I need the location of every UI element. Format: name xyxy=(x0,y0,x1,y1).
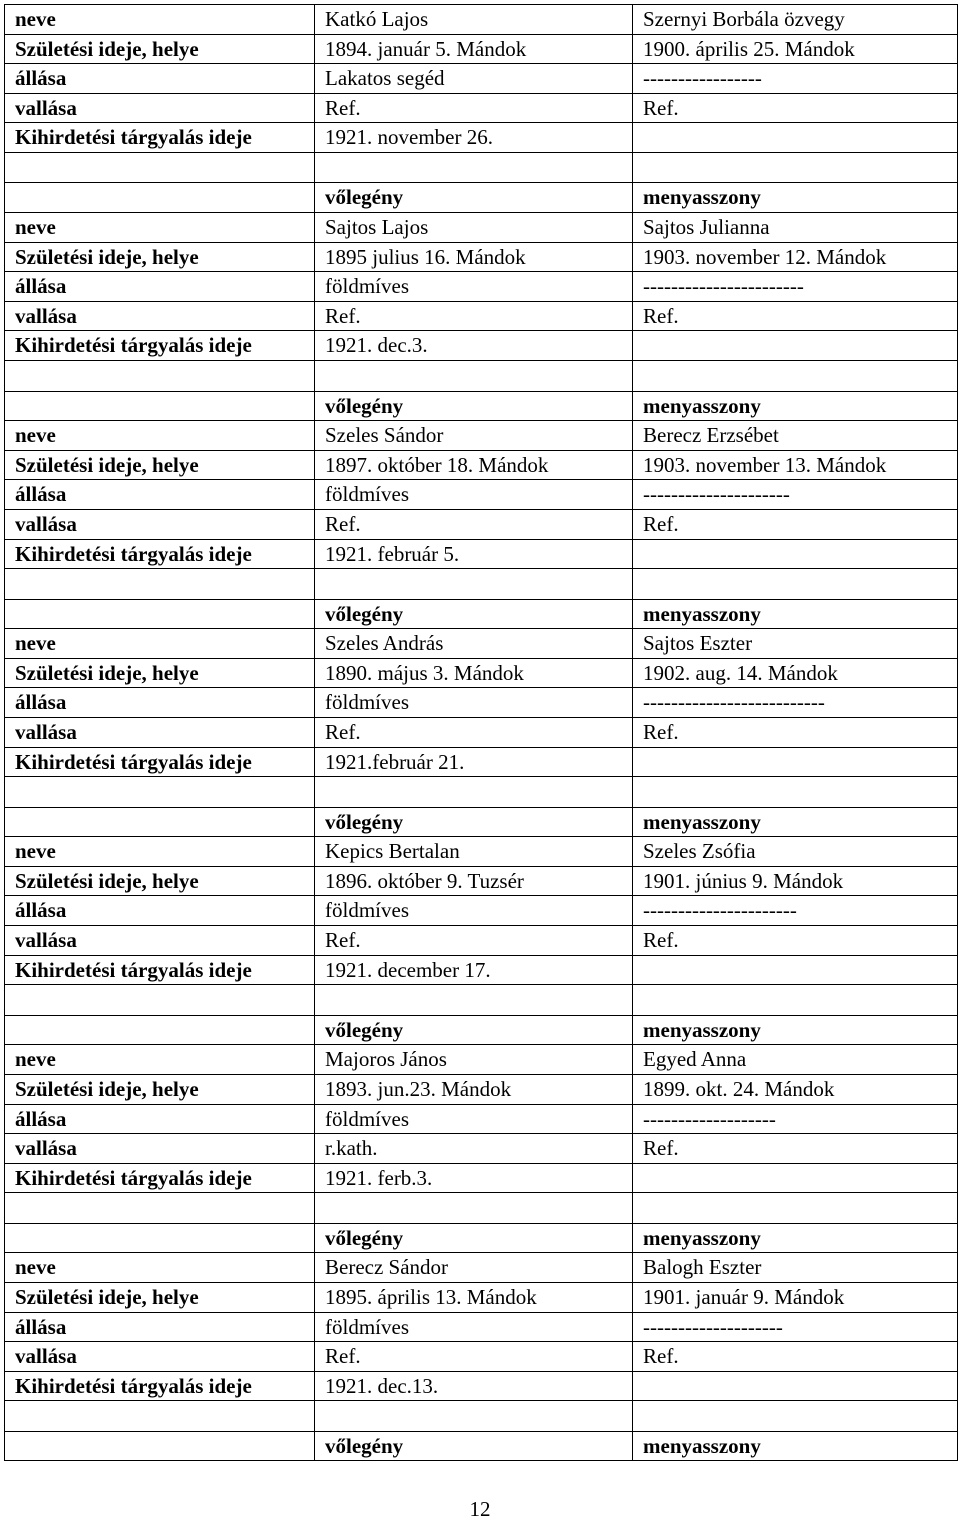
occupation-label: állása xyxy=(5,64,315,94)
bride-birth: 1903. november 12. Mándok xyxy=(633,242,958,272)
announcement-empty-cell xyxy=(633,539,958,569)
bride-name: Berecz Erzsébet xyxy=(633,421,958,451)
groom-religion: Ref. xyxy=(315,1342,633,1372)
bride-occupation: -------------------------- xyxy=(633,688,958,718)
groom-header: vőlegény xyxy=(315,807,633,837)
groom-occupation: földmíves xyxy=(315,272,633,302)
record-separator-row xyxy=(5,1401,958,1432)
occupation-row xyxy=(5,1104,958,1134)
announcement-empty-cell xyxy=(633,1163,958,1193)
religion-row xyxy=(5,717,958,747)
groom-religion: Ref. xyxy=(315,301,633,331)
separator-label-cell xyxy=(5,1401,315,1432)
groom-name: Kepics Bertalan xyxy=(315,837,633,867)
religion-label: vallása xyxy=(5,1342,315,1372)
occupation-label: állása xyxy=(5,1312,315,1342)
name-row xyxy=(5,629,958,659)
bride-occupation: -------------------- xyxy=(633,1312,958,1342)
name-row xyxy=(5,1253,958,1283)
separator-label-cell xyxy=(5,152,315,183)
occupation-row xyxy=(5,1312,958,1342)
record-separator-row xyxy=(5,777,958,808)
header-blank-cell xyxy=(5,1431,315,1461)
occupation-row xyxy=(5,272,958,302)
announcement-date: 1921. dec.3. xyxy=(315,331,633,361)
bride-birth: 1900. április 25. Mándok xyxy=(633,34,958,64)
header-blank-cell xyxy=(5,1015,315,1045)
groom-birth: 1890. május 3. Mándok xyxy=(315,658,633,688)
announcement-empty-cell xyxy=(633,331,958,361)
occupation-row xyxy=(5,688,958,718)
bride-occupation: ---------------------- xyxy=(633,896,958,926)
occupation-label: állása xyxy=(5,896,315,926)
birth-label: Születési ideje, helye xyxy=(5,658,315,688)
groom-header: vőlegény xyxy=(315,183,633,213)
groom-birth: 1897. október 18. Mándok xyxy=(315,450,633,480)
bride-occupation: ------------------- xyxy=(633,1104,958,1134)
religion-label: vallása xyxy=(5,301,315,331)
header-blank-cell xyxy=(5,807,315,837)
announcement-date: 1921. február 5. xyxy=(315,539,633,569)
announcement-row xyxy=(5,123,958,153)
column-header-row xyxy=(5,1223,958,1253)
announcement-label: Kihirdetési tárgyalás ideje xyxy=(5,331,315,361)
groom-birth: 1896. október 9. Tuzsér xyxy=(315,866,633,896)
announcement-empty-cell xyxy=(633,123,958,153)
announcement-row xyxy=(5,955,958,985)
column-header-row xyxy=(5,183,958,213)
birth-label: Születési ideje, helye xyxy=(5,450,315,480)
marriage-register-table xyxy=(4,4,958,1461)
bride-name: Sajtos Julianna xyxy=(633,213,958,243)
bride-religion: Ref. xyxy=(633,1342,958,1372)
bride-birth: 1902. aug. 14. Mándok xyxy=(633,658,958,688)
announcement-empty-cell xyxy=(633,955,958,985)
bride-birth: 1901. június 9. Mándok xyxy=(633,866,958,896)
groom-birth: 1894. január 5. Mándok xyxy=(315,34,633,64)
record-separator-row xyxy=(5,569,958,600)
religion-label: vallása xyxy=(5,717,315,747)
groom-header: vőlegény xyxy=(315,599,633,629)
bride-religion: Ref. xyxy=(633,926,958,956)
page-number: 12 xyxy=(469,1497,491,1521)
name-label: neve xyxy=(5,421,315,451)
groom-occupation: Lakatos segéd xyxy=(315,64,633,94)
announcement-label: Kihirdetési tárgyalás ideje xyxy=(5,747,315,777)
header-blank-cell xyxy=(5,599,315,629)
birth-row xyxy=(5,450,958,480)
name-label: neve xyxy=(5,1253,315,1283)
bride-header: menyasszony xyxy=(633,1015,958,1045)
religion-row xyxy=(5,926,958,956)
announcement-date: 1921. ferb.3. xyxy=(315,1163,633,1193)
bride-birth: 1903. november 13. Mándok xyxy=(633,450,958,480)
birth-row xyxy=(5,1282,958,1312)
bride-religion: Ref. xyxy=(633,93,958,123)
announcement-date: 1921. dec.13. xyxy=(315,1371,633,1401)
separator-groom-cell xyxy=(315,1401,633,1432)
religion-label: vallása xyxy=(5,1134,315,1164)
groom-birth: 1895 julius 16. Mándok xyxy=(315,242,633,272)
column-header-row xyxy=(5,391,958,421)
header-blank-cell xyxy=(5,183,315,213)
separator-bride-cell xyxy=(633,985,958,1016)
bride-header: menyasszony xyxy=(633,1431,958,1461)
birth-row xyxy=(5,34,958,64)
separator-bride-cell xyxy=(633,361,958,392)
occupation-label: állása xyxy=(5,688,315,718)
groom-religion: Ref. xyxy=(315,717,633,747)
announcement-date: 1921. november 26. xyxy=(315,123,633,153)
groom-name: Szeles Sándor xyxy=(315,421,633,451)
religion-label: vallása xyxy=(5,926,315,956)
religion-row xyxy=(5,1134,958,1164)
column-header-row xyxy=(5,807,958,837)
groom-header: vőlegény xyxy=(315,1223,633,1253)
birth-row xyxy=(5,658,958,688)
birth-label: Születési ideje, helye xyxy=(5,1074,315,1104)
header-blank-cell xyxy=(5,1223,315,1253)
religion-row xyxy=(5,1342,958,1372)
bride-religion: Ref. xyxy=(633,717,958,747)
separator-bride-cell xyxy=(633,1401,958,1432)
bride-header: menyasszony xyxy=(633,391,958,421)
bride-religion: Ref. xyxy=(633,301,958,331)
occupation-label: állása xyxy=(5,1104,315,1134)
separator-groom-cell xyxy=(315,361,633,392)
bride-birth: 1901. január 9. Mándok xyxy=(633,1282,958,1312)
bride-name: Egyed Anna xyxy=(633,1045,958,1075)
name-row xyxy=(5,837,958,867)
bride-name: Balogh Eszter xyxy=(633,1253,958,1283)
bride-religion: Ref. xyxy=(633,1134,958,1164)
announcement-label: Kihirdetési tárgyalás ideje xyxy=(5,539,315,569)
record-separator-row xyxy=(5,1193,958,1224)
occupation-label: állása xyxy=(5,272,315,302)
announcement-row xyxy=(5,1371,958,1401)
header-blank-cell xyxy=(5,391,315,421)
groom-name: Katkó Lajos xyxy=(315,5,633,35)
announcement-label: Kihirdetési tárgyalás ideje xyxy=(5,955,315,985)
column-header-row xyxy=(5,1015,958,1045)
announcement-empty-cell xyxy=(633,1371,958,1401)
religion-row xyxy=(5,509,958,539)
groom-name: Berecz Sándor xyxy=(315,1253,633,1283)
register-body xyxy=(5,5,958,1461)
groom-name: Szeles András xyxy=(315,629,633,659)
birth-label: Születési ideje, helye xyxy=(5,1282,315,1312)
groom-religion: Ref. xyxy=(315,509,633,539)
name-label: neve xyxy=(5,629,315,659)
bride-header: menyasszony xyxy=(633,1223,958,1253)
occupation-label: állása xyxy=(5,480,315,510)
separator-groom-cell xyxy=(315,152,633,183)
bride-occupation: --------------------- xyxy=(633,480,958,510)
announcement-date: 1921. december 17. xyxy=(315,955,633,985)
column-header-row xyxy=(5,1431,958,1461)
groom-occupation: földmíves xyxy=(315,1104,633,1134)
birth-label: Születési ideje, helye xyxy=(5,866,315,896)
separator-bride-cell xyxy=(633,152,958,183)
separator-label-cell xyxy=(5,569,315,600)
groom-name: Majoros János xyxy=(315,1045,633,1075)
announcement-label: Kihirdetési tárgyalás ideje xyxy=(5,1163,315,1193)
bride-name: Szeles Zsófia xyxy=(633,837,958,867)
separator-bride-cell xyxy=(633,1193,958,1224)
record-separator-row xyxy=(5,361,958,392)
column-header-row xyxy=(5,599,958,629)
groom-birth: 1895. április 13. Mándok xyxy=(315,1282,633,1312)
announcement-row xyxy=(5,331,958,361)
separator-bride-cell xyxy=(633,569,958,600)
groom-occupation: földmíves xyxy=(315,480,633,510)
separator-label-cell xyxy=(5,361,315,392)
religion-row xyxy=(5,301,958,331)
birth-row xyxy=(5,1074,958,1104)
bride-religion: Ref. xyxy=(633,509,958,539)
record-separator-row xyxy=(5,152,958,183)
name-label: neve xyxy=(5,5,315,35)
groom-occupation: földmíves xyxy=(315,1312,633,1342)
separator-label-cell xyxy=(5,985,315,1016)
birth-label: Születési ideje, helye xyxy=(5,242,315,272)
announcement-label: Kihirdetési tárgyalás ideje xyxy=(5,123,315,153)
bride-occupation: ----------------- xyxy=(633,64,958,94)
groom-religion: Ref. xyxy=(315,93,633,123)
bride-birth: 1899. okt. 24. Mándok xyxy=(633,1074,958,1104)
bride-header: menyasszony xyxy=(633,183,958,213)
birth-row xyxy=(5,866,958,896)
bride-header: menyasszony xyxy=(633,599,958,629)
name-row xyxy=(5,213,958,243)
name-label: neve xyxy=(5,1045,315,1075)
separator-groom-cell xyxy=(315,1193,633,1224)
groom-occupation: földmíves xyxy=(315,896,633,926)
announcement-row xyxy=(5,1163,958,1193)
occupation-row xyxy=(5,896,958,926)
announcement-date: 1921.február 21. xyxy=(315,747,633,777)
bride-name: Szernyi Borbála özvegy xyxy=(633,5,958,35)
groom-religion: r.kath. xyxy=(315,1134,633,1164)
occupation-row xyxy=(5,64,958,94)
groom-header: vőlegény xyxy=(315,1015,633,1045)
record-separator-row xyxy=(5,985,958,1016)
separator-groom-cell xyxy=(315,569,633,600)
religion-row xyxy=(5,93,958,123)
groom-header: vőlegény xyxy=(315,1431,633,1461)
groom-header: vőlegény xyxy=(315,391,633,421)
groom-occupation: földmíves xyxy=(315,688,633,718)
bride-header: menyasszony xyxy=(633,807,958,837)
announcement-row xyxy=(5,747,958,777)
announcement-row xyxy=(5,539,958,569)
groom-birth: 1893. jun.23. Mándok xyxy=(315,1074,633,1104)
occupation-row xyxy=(5,480,958,510)
name-row xyxy=(5,1045,958,1075)
name-row xyxy=(5,5,958,35)
name-label: neve xyxy=(5,837,315,867)
name-row xyxy=(5,421,958,451)
groom-religion: Ref. xyxy=(315,926,633,956)
separator-label-cell xyxy=(5,777,315,808)
birth-row xyxy=(5,242,958,272)
birth-label: Születési ideje, helye xyxy=(5,34,315,64)
religion-label: vallása xyxy=(5,93,315,123)
separator-groom-cell xyxy=(315,777,633,808)
separator-groom-cell xyxy=(315,985,633,1016)
announcement-label: Kihirdetési tárgyalás ideje xyxy=(5,1371,315,1401)
announcement-empty-cell xyxy=(633,747,958,777)
separator-label-cell xyxy=(5,1193,315,1224)
bride-name: Sajtos Eszter xyxy=(633,629,958,659)
bride-occupation: ----------------------- xyxy=(633,272,958,302)
groom-name: Sajtos Lajos xyxy=(315,213,633,243)
separator-bride-cell xyxy=(633,777,958,808)
name-label: neve xyxy=(5,213,315,243)
religion-label: vallása xyxy=(5,509,315,539)
